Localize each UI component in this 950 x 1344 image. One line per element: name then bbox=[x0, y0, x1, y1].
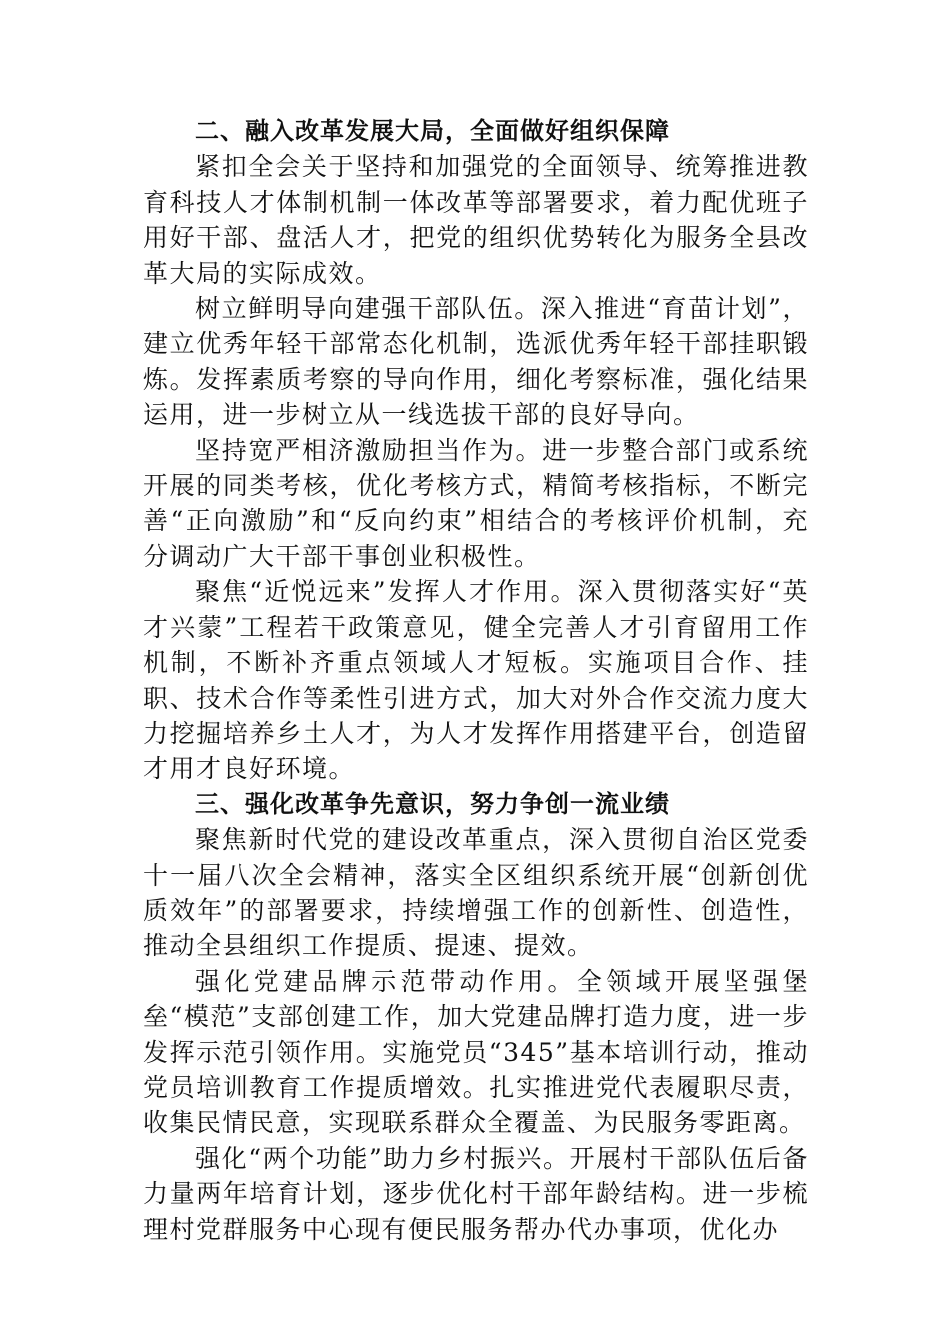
paragraph-incentive-assessment: 坚持宽严相济激励担当作为。进一步整合部门或系统开展的同类考核，优化考核方式，精简考核指标，不断完善“正向激励”和“反向约束”相结合的考核评价机制，充分调动广大干部干事创业积极性。 bbox=[143, 435, 809, 571]
section-heading-reform-excellence: 三、强化改革争先意识，努力争创一流业绩 bbox=[195, 789, 670, 818]
document-body bbox=[143, 114, 809, 1247]
paragraph-party-building-reform: 聚焦新时代党的建设改革重点，深入贯彻自治区党委十一届八次全会精神，落实全区组织系统开展“创新创优质效年”的部署要求，持续增强工作的创新性、创造性，推动全县组织工作提质、提速、提效。 bbox=[143, 825, 809, 961]
paragraph-talent-role: 聚焦“近悦远来”发挥人才作用。深入贯彻落实好“英才兴蒙”工程若干政策意见，健全完善人才引育留用工作机制，不断补齐重点领域人才短板。实施项目合作、挂职、技术合作等柔性引进方式，加大对外合作交流力度大力挖掘培养乡土人才，为人才发挥作用搭建平台，创造留才用才良好环境。 bbox=[143, 577, 809, 784]
paragraph-intro-organization: 紧扣全会关于坚持和加强党的全面领导、统筹推进教育科技人才体制机制一体改革等部署要求，着力配优班子用好干部、盘活人才，把党的组织优势转化为服务全县改革大局的实际成效。 bbox=[143, 152, 809, 288]
section-heading-reform-development: 二、融入改革发展大局，全面做好组织保障 bbox=[195, 117, 670, 145]
paragraph-cadre-team: 树立鲜明导向建强干部队伍。深入推进“育苗计划”，建立优秀年轻干部常态化机制，选派优秀年轻干部挂职锻炼。发挥素质考察的导向作用，细化考察标准，强化结果运用，进一步树立从一线选拔干部的良好导向。 bbox=[143, 294, 809, 430]
paragraph-party-brand: 强化党建品牌示范带动作用。全领域开展坚强堡垒“模范”支部创建工作，加大党建品牌打造力度，进一步发挥示范引领作用。实施党员“345”基本培训行动，推动党员培训教育工作提质增效。扎实推进党代表履职尽责，收集民情民意，实现联系群众全覆盖、为民服务零距离。 bbox=[143, 966, 809, 1138]
paragraph-rural-revitalization: 强化“两个功能”助力乡村振兴。开展村干部队伍后备力量两年培育计划，逐步优化村干部年龄结构。进一步梳理村党群服务中心现有便民服务帮办代办事项，优化办 bbox=[143, 1143, 809, 1244]
